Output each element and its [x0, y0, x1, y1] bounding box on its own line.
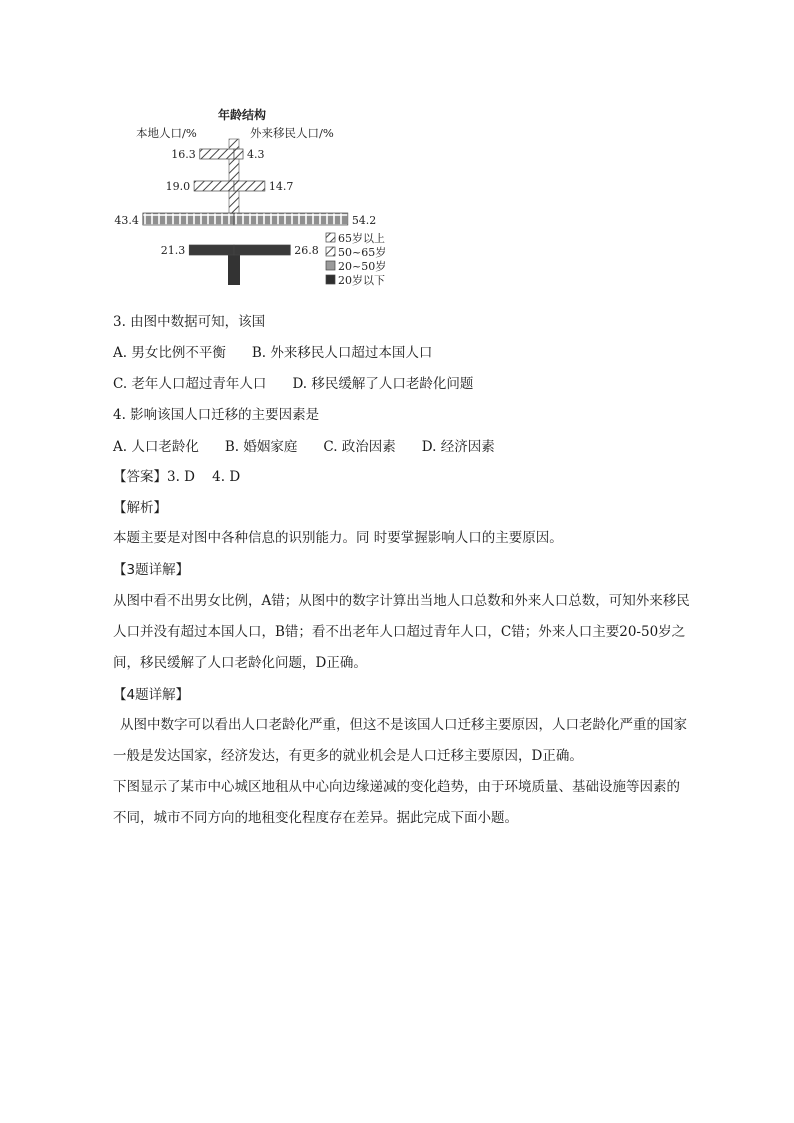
q4-option-c[interactable]: C. 政治因素 — [323, 439, 396, 455]
left-axis-label: 本地人口/% — [136, 126, 197, 140]
q4-option-a[interactable]: A. 人口老龄化 — [113, 439, 199, 455]
bar-local-50-65 — [194, 181, 234, 191]
q4-option-d[interactable]: D. 经济因素 — [421, 439, 495, 455]
detail4-label-text: 【4题详解】 — [113, 687, 190, 703]
bar-local-under20 — [189, 245, 234, 255]
analysis-label-text: 【解析】 — [113, 500, 167, 516]
bar-local-20-50 — [143, 213, 234, 225]
label-immigrant-50-65: 14.7 — [268, 180, 294, 193]
center-stem-bottom — [228, 255, 240, 285]
detail3-label — [113, 560, 189, 580]
analysis-text: 本题主要是对图中各种信息的识别能力。同 时要掌握影响人口的主要原因。 — [113, 530, 563, 546]
age-structure-chart — [110, 105, 410, 290]
detail3-text: 从图中看不出男女比例，A错；从图中的数字计算出当地人口总数和外来人口总数，可知外来移民人口并没有超过本国人口，B错；看不出老年人口超过青年人口，C错；外来人口主要20-50岁之间，移民缓解了人口老龄化问题，D正确。 — [113, 593, 690, 671]
q3-stem: 3. 由图中数据可知，该国 — [113, 314, 266, 330]
q3-option-b[interactable]: B. 外来移民人口超过本国人口 — [251, 345, 433, 361]
bar-local-65plus — [200, 149, 234, 159]
legend-swatch-65plus — [326, 233, 335, 242]
bar-immigrant-65plus — [234, 149, 243, 159]
chart-title: 年龄结构 — [217, 108, 267, 122]
q3-options-row-2 — [113, 374, 473, 394]
intro-text: 下图显示了某市中心城区地租从中心向边缘递减的变化趋势，由于环境质量、基础设施等因素的不同，城市不同方向的地租变化程度存在差异。据此完成下面小题。 — [113, 779, 680, 826]
answer-text: 3. D 4. D — [167, 469, 241, 485]
bar-immigrant-50-65 — [234, 181, 265, 191]
right-axis-label: 外来移民人口/% — [250, 126, 334, 140]
q3-option-a[interactable]: A. 男女比例不平衡 — [113, 345, 226, 361]
legend-label-50-65: 50~65岁 — [338, 246, 387, 259]
detail4-text: 从图中数字可以看出人口老龄化严重，但这不是该国人口迁移主要原因，人口老龄化严重的国家一般是发达国家，经济发达，有更多的就业机会是人口迁移主要原因，D正确。 — [113, 717, 687, 764]
q3-options-row-1 — [113, 343, 432, 363]
label-local-20-50: 43.4 — [114, 214, 139, 227]
legend-label-under20: 20岁以下 — [338, 274, 385, 287]
label-immigrant-under20: 26.8 — [294, 244, 319, 257]
legend-group — [326, 231, 386, 287]
q3-option-c[interactable]: C. 老年人口超过青年人口 — [113, 376, 267, 392]
label-local-50-65: 19.0 — [165, 180, 191, 193]
legend-swatch-20-50 — [326, 261, 335, 270]
q3-option-d[interactable]: D. 移民缓解了人口老龄化问题 — [292, 376, 474, 392]
detail3-label-text: 【3题详解】 — [113, 562, 190, 578]
analysis-label — [113, 498, 167, 518]
detail4-label — [113, 685, 189, 705]
bar-immigrant-20-50 — [234, 213, 348, 225]
legend-swatch-under20 — [326, 275, 335, 284]
label-local-under20: 21.3 — [160, 244, 186, 257]
legend-label-65plus: 65岁以上 — [338, 232, 385, 245]
label-immigrant-65plus: 4.3 — [247, 148, 265, 161]
legend-label-20-50: 20~50岁 — [338, 260, 387, 273]
answer-label: 【答案】 — [113, 469, 167, 485]
answer-line — [113, 467, 240, 487]
label-local-65plus: 16.3 — [171, 148, 196, 161]
q4-stem: 4. 影响该国人口迁移的主要因素是 — [113, 407, 320, 423]
label-immigrant-20-50: 54.2 — [351, 214, 377, 227]
legend-swatch-50-65 — [326, 247, 335, 256]
q4-options-row — [113, 437, 495, 457]
bar-immigrant-under20 — [234, 245, 290, 255]
q4-option-b[interactable]: B. 婚姻家庭 — [224, 439, 298, 455]
